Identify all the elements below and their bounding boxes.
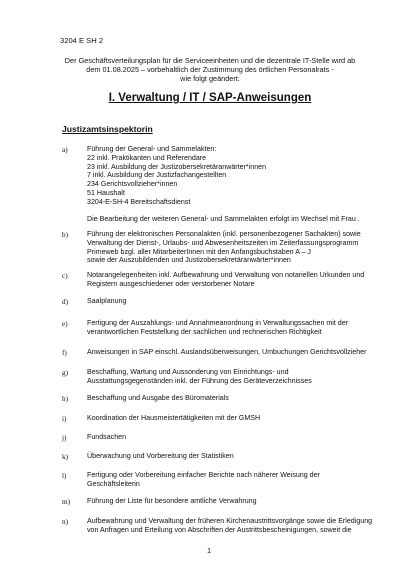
item-line: Koordination der Hausmeistertätigkeiten mit der GMSH [87, 414, 261, 422]
item-line: Anweisungen in SAP einschl. Auslandsüberweisungen, Umbuchungen Gerichtsvollzieher [87, 348, 367, 356]
list-item [87, 414, 387, 423]
item-line: Beschaffung und Ausgabe des Büromaterials [87, 394, 229, 402]
item-letter: e) [62, 320, 68, 328]
item-line: Führung der elektronischen Personalakten (inkl. personenbezogener Sachakten) sowie [87, 230, 361, 238]
item-line: Fertigung der Auszahlungs- und Annahmeanordnung in Verwaltungssachen mit der [87, 319, 349, 327]
intro-paragraph [40, 56, 380, 84]
item-letter: j) [62, 434, 67, 442]
item-line: 51 Haushalt [87, 188, 125, 197]
list-item [87, 319, 387, 337]
intro-line: Der Geschäftsverteilungsplan für die Serviceeinheiten und die dezentrale IT-Stelle wird ab [64, 56, 356, 65]
list-item [87, 230, 387, 265]
item-line: Primeweb bzgl. aller MitarbeiterInnen mit den Anfangsbuchstaben A – J [87, 247, 311, 256]
page-number: 1 [206, 546, 212, 555]
item-line: Ausstattungsgegenständen inkl. der Führung des Geräteverzeichnisses [87, 376, 312, 385]
item-letter: n) [62, 518, 68, 526]
item-line: Saalplanung [87, 297, 127, 305]
item-letter: a) [62, 146, 68, 154]
document-reference: 3204 E SH 2 [60, 36, 104, 45]
item-letter: i) [62, 415, 67, 423]
intro-line: wie folgt geändert: [180, 74, 240, 84]
item-line: 22 inkl. Praktikanten und Referendare [87, 153, 207, 162]
list-item [87, 145, 387, 224]
list-item [87, 271, 387, 289]
item-letter: m) [62, 498, 70, 506]
item-line: 7 inkl. Ausbildung der Justizfachangestellten [87, 171, 227, 180]
item-letter: f) [62, 349, 67, 357]
item-line: Überwachung und Vorbereitung der Statistiken [87, 452, 234, 460]
item-line: Führung der General- und Sammelakten: [87, 145, 217, 153]
list-item [87, 348, 387, 357]
item-line: 23 inkl. Ausbildung der Justizobersekretäranwärter*innen [87, 162, 267, 171]
item-letter: k) [62, 453, 68, 461]
item-line: Aufbewahrung und Verwaltung der früheren Kirchenaustrittsvorgänge sowie die Erledigung [87, 517, 373, 525]
list-item [87, 471, 387, 489]
item-line: 3204-E-SH-4 Bereitschaftsdienst [87, 197, 191, 206]
item-line: Fundsachen [87, 433, 127, 441]
item-line: sowie der Auszubildenden und Justizobersekretäranwärter*innen [87, 256, 291, 265]
list-item [87, 297, 387, 306]
section-heading: I. Verwaltung / IT / SAP-Anweisungen [108, 92, 312, 104]
item-line: Die Bearbeitung der weiteren General- und Sammelakten erfolgt im Wechsel mit Frau . [87, 215, 360, 224]
list-item [87, 433, 387, 442]
list-item [87, 517, 387, 535]
item-letter: g) [62, 369, 68, 377]
item-line: Verwaltung der Dienst-, Urlaubs- und Abwesenheitszeiten im Zeiterfassungsprogramm [87, 238, 359, 247]
item-line: Geschäftsleiterin [87, 479, 140, 488]
item-line: von Anfragen und Erteilung von Abschriften der Austrittsbescheinigungen, soweit die [87, 525, 352, 534]
item-letter: c) [62, 272, 68, 280]
item-letter: h) [62, 395, 68, 403]
item-letter: d) [62, 298, 68, 306]
item-line: verantwortlichen Feststellung der sachlichen und rechnerischen Richtigkeit [87, 327, 322, 336]
item-line: Führung der Liste für besondere amtliche Verwahrung [87, 497, 257, 505]
intro-line: dem 01.08.2025 – vorbehaltlich der Zustimmung des örtlichen Personalrats - [86, 65, 334, 75]
item-line: Registern ausgeschiedener oder verstorbener Notare [87, 279, 255, 288]
item-letter: l) [62, 472, 67, 480]
item-line: Notarangelegenheiten inkl. Aufbewahrung und Verwaltung von notariellen Urkunden und [87, 271, 365, 279]
item-line [87, 207, 387, 216]
item-line: 234 Gerichtsvollzieher*innen [87, 180, 178, 189]
list-item [87, 497, 387, 506]
section-subheading: Justizamtsinspektorin [62, 124, 153, 134]
list-item [87, 394, 387, 403]
list-item [87, 368, 387, 386]
list-item [87, 452, 387, 461]
item-line: Fertigung oder Vorbereitung einfacher Berichte nach näherer Weisung der [87, 471, 320, 479]
item-line: Beschaffung, Wartung und Aussonderung von Einrichtungs- und [87, 368, 289, 376]
item-letter: b) [62, 231, 68, 239]
